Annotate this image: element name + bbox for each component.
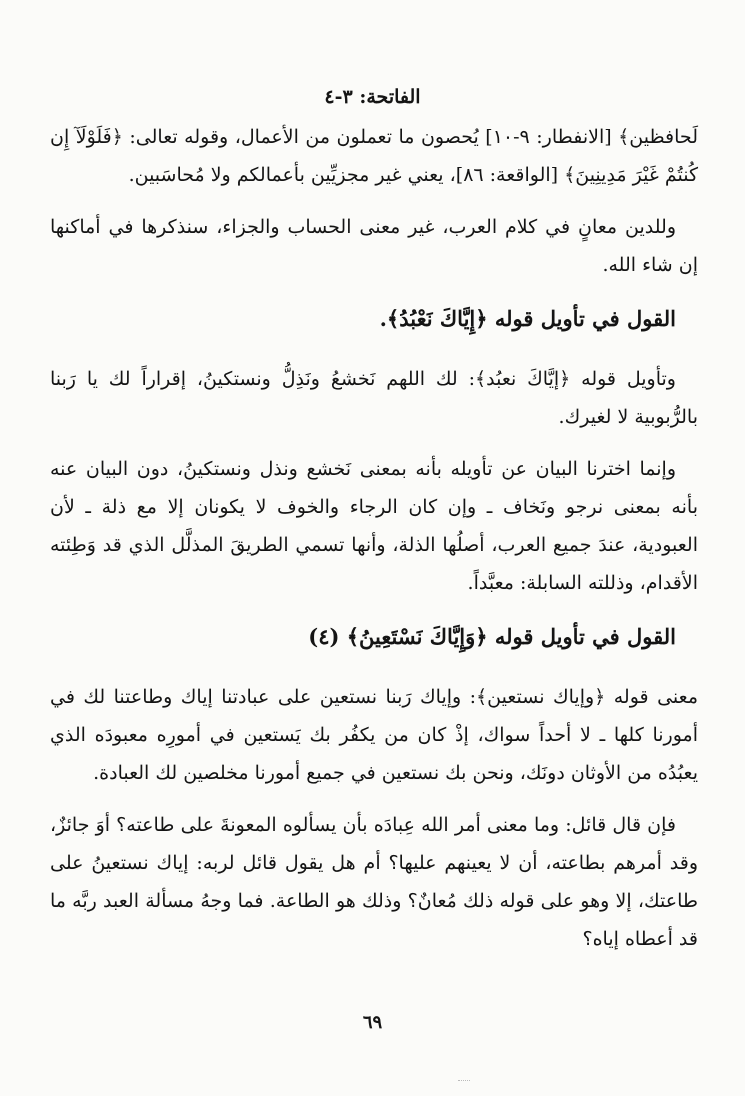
running-header: الفاتحة: ٣-٤ [324, 86, 421, 108]
section-heading-2: القول في تأويل قوله ﴿وَإِيَّاكَ نَسْتَعِينُ﴾ (٤) [308, 624, 676, 649]
section-heading-1: القول في تأويل قوله ﴿إِيَّاكَ نَعْبُدُ﴾. [379, 306, 676, 331]
scan-mark [458, 1080, 470, 1084]
paragraph-1: لَحافظين﴾ [الانفطار: ٩-١٠] يُحصون ما تعملون من الأعمال، وقوله تعالى: ﴿فَلَوْلَآ إِن كُنتُمْ غَيْرَ مَدِينِينَ﴾ [الواقعة: ٨٦]، يعني غير مجزيِّين بأعمالكم ولا مُحاسَبين. [50, 126, 698, 186]
paragraph-6: فإن قال قائل: وما معنى أمر الله عِبادَه بأن يسألوه المعونةَ على طاعته؟ أوَ جائزٌ، وقد أمرهم بطاعته، أن لا يعينهم عليها؟ أم هل يقول قائل لربه: إياك نستعينُ على طاعتك، إلا وهو على قوله ذلك مُعانٌ؟ وذلك هو الطاعة. فما وجهُ مسألة العبد ربَّه ما قد أعطاه إياه؟ [50, 814, 698, 950]
paragraph-5: معنى قوله ﴿وإياك نستعين﴾: وإياك رَبنا نستعين على عبادتنا إياك وطاعتنا لك في أمورنا كلها ـ لا أحداً سواك، إذْ كان من يكفُر بك يَستعين في أمورِه معبودَه الذي يعبُدُه من الأوثان دونَك، ونحن بك نستعين في جميع أمورنا مخلصين لك العبادة. [50, 686, 699, 784]
paragraph-2: وللدين معانٍ في كلام العرب، غير معنى الحساب والجزاء، سنذكرها في أماكنها إن شاء الله. [50, 216, 698, 276]
page-body [50, 118, 698, 972]
page-number: ٦٩ [362, 1012, 383, 1033]
paragraph-3: وتأويل قوله ﴿إيَّاكَ نعبُد﴾: لك اللهم نَخشعُ ونَذِلُّ ونستكينُ، إقراراً لك يا رَبنا بالرُّبوبية لا لغيرك. [50, 368, 698, 428]
paragraph-4: وإنما اخترنا البيان عن تأويله بأنه بمعنى نَخشع ونذل ونستكينُ، دون البيان عنه بأنه بمعنى نرجو ونَخاف ـ وإن كان الرجاء والخوف لا يكونان إلا مع ذلة ـ لأن العبودية، عندَ جميع العرب، أصلُها الذلة، وأنها تسمي الطريقَ المذلَّل الذي قد وَطِئته الأقدام، وذللته السابلة: معبَّداً. [50, 458, 698, 594]
